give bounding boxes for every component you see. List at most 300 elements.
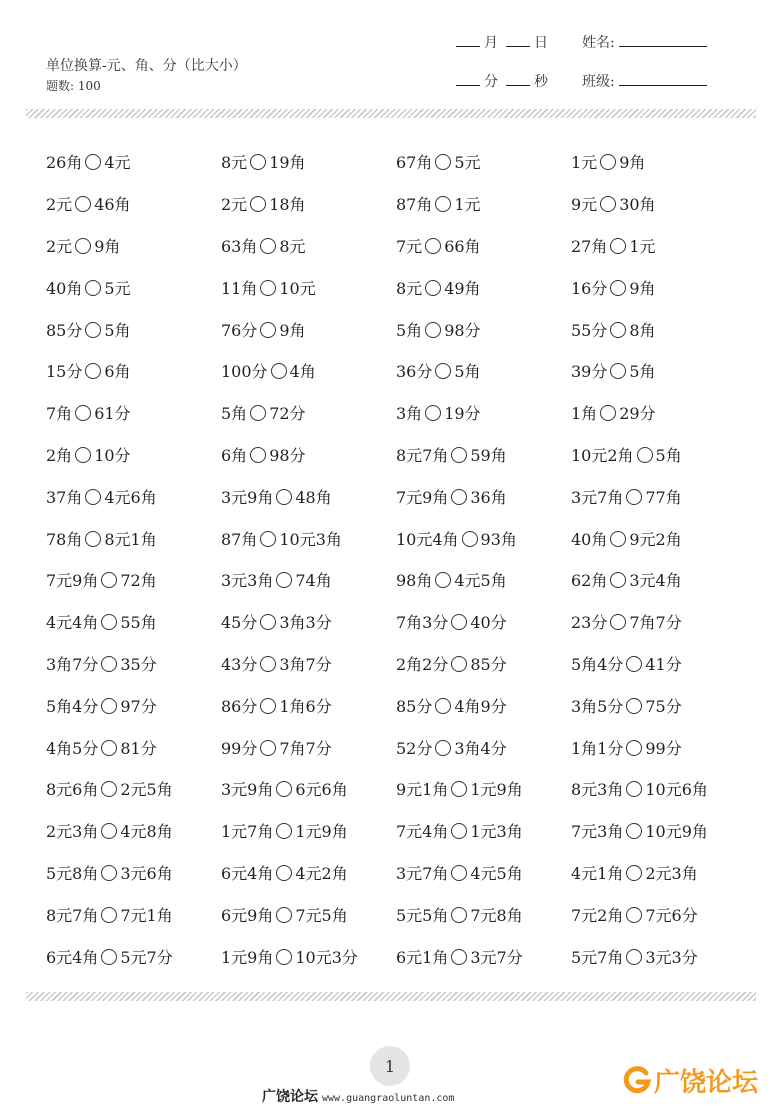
answer-circle[interactable] — [85, 322, 101, 338]
problem-item — [221, 945, 396, 968]
problem-row — [46, 684, 746, 726]
left-amount: 1角1分 — [571, 738, 624, 758]
problem-item — [396, 443, 571, 466]
problem-item — [221, 234, 396, 257]
answer-circle[interactable] — [260, 322, 276, 338]
problem-count: 题数: 100 — [46, 79, 101, 93]
answer-circle[interactable] — [600, 405, 616, 421]
date-row — [456, 32, 707, 52]
problem-item — [46, 359, 221, 382]
left-amount: 11角 — [221, 278, 258, 298]
answer-circle[interactable] — [435, 740, 451, 756]
problem-item — [46, 485, 221, 508]
problem-item — [396, 192, 571, 215]
problem-item — [221, 777, 396, 800]
time-row — [456, 71, 707, 91]
page-number: 1 — [370, 1046, 410, 1086]
problem-item — [396, 819, 571, 842]
left-amount: 4元4角 — [46, 613, 99, 633]
answer-circle[interactable] — [276, 489, 292, 505]
site-logo — [622, 1062, 758, 1098]
problem-item — [571, 777, 746, 800]
left-amount: 2元 — [221, 195, 248, 215]
answer-circle[interactable] — [626, 489, 642, 505]
right-amount: 8元 — [279, 236, 306, 256]
left-amount: 26角 — [46, 153, 83, 173]
answer-circle[interactable] — [75, 238, 91, 254]
problem-item — [571, 568, 746, 591]
right-amount: 8元1角 — [104, 529, 157, 549]
answer-circle[interactable] — [435, 363, 451, 379]
problem-item — [571, 736, 746, 759]
left-amount: 3角5分 — [571, 696, 624, 716]
left-amount: 3角 — [396, 404, 423, 424]
problem-item — [221, 150, 396, 173]
answer-circle[interactable] — [85, 531, 101, 547]
problem-item — [46, 401, 221, 424]
right-amount: 9角 — [279, 320, 306, 340]
left-amount: 3角7分 — [46, 654, 99, 674]
answer-circle[interactable] — [101, 907, 117, 923]
problem-item — [46, 150, 221, 173]
left-amount: 6元4角 — [46, 947, 99, 967]
right-amount: 98分 — [269, 445, 306, 465]
left-amount: 7角 — [46, 404, 73, 424]
left-amount: 3元9角 — [221, 487, 274, 507]
answer-circle[interactable] — [75, 447, 91, 463]
answer-circle[interactable] — [260, 280, 276, 296]
right-amount: 1元9角 — [295, 822, 348, 842]
answer-circle[interactable] — [101, 614, 117, 630]
answer-circle[interactable] — [600, 154, 616, 170]
right-amount: 72分 — [269, 404, 306, 424]
answer-circle[interactable] — [610, 363, 626, 379]
right-amount: 75分 — [645, 696, 682, 716]
answer-circle[interactable] — [626, 698, 642, 714]
problem-row — [46, 893, 746, 935]
left-amount: 3元9角 — [221, 780, 274, 800]
answer-circle[interactable] — [276, 907, 292, 923]
problem-row — [46, 768, 746, 810]
left-amount: 2角2分 — [396, 654, 449, 674]
right-amount: 1元3角 — [470, 822, 523, 842]
right-amount: 59角 — [470, 445, 507, 465]
left-amount: 63角 — [221, 236, 258, 256]
left-amount: 7元 — [396, 236, 423, 256]
answer-circle[interactable] — [425, 322, 441, 338]
right-amount: 3元4角 — [629, 571, 682, 591]
problem-row — [46, 559, 746, 601]
left-amount: 4元1角 — [571, 863, 624, 883]
right-amount: 8角 — [629, 320, 656, 340]
answer-circle[interactable] — [260, 656, 276, 672]
right-amount: 3元7分 — [470, 947, 523, 967]
answer-circle[interactable] — [260, 698, 276, 714]
problem-item — [221, 318, 396, 341]
right-amount: 93角 — [480, 529, 517, 549]
problem-item — [571, 485, 746, 508]
answer-circle[interactable] — [276, 949, 292, 965]
answer-circle[interactable] — [75, 405, 91, 421]
left-amount: 8元7角 — [46, 905, 99, 925]
answer-circle[interactable] — [451, 489, 467, 505]
right-amount: 2元5角 — [120, 780, 173, 800]
left-amount: 1元 — [571, 153, 598, 173]
right-amount: 3角7分 — [279, 654, 332, 674]
answer-circle[interactable] — [250, 447, 266, 463]
second-blank[interactable] — [506, 71, 530, 86]
right-amount: 10元 — [279, 278, 316, 298]
problem-item — [46, 610, 221, 633]
right-amount: 10元6角 — [645, 780, 708, 800]
right-amount: 98分 — [444, 320, 481, 340]
problem-grid — [46, 141, 746, 977]
answer-circle[interactable] — [451, 447, 467, 463]
left-amount: 55分 — [571, 320, 608, 340]
left-amount: 5角4分 — [571, 654, 624, 674]
left-amount: 5角 — [396, 320, 423, 340]
answer-circle[interactable] — [451, 781, 467, 797]
left-amount: 27角 — [571, 236, 608, 256]
name-blank[interactable] — [619, 32, 707, 47]
left-amount: 7元9角 — [396, 487, 449, 507]
answer-circle[interactable] — [610, 322, 626, 338]
answer-circle[interactable] — [626, 656, 642, 672]
right-amount: 5角 — [454, 362, 481, 382]
right-amount: 7角7分 — [279, 738, 332, 758]
left-amount: 7元3角 — [571, 822, 624, 842]
answer-circle[interactable] — [626, 865, 642, 881]
name-label: 姓名: — [582, 35, 615, 51]
right-amount: 19角 — [269, 153, 306, 173]
left-amount: 98角 — [396, 571, 433, 591]
right-amount: 40分 — [470, 613, 507, 633]
left-amount: 3元3角 — [221, 571, 274, 591]
left-amount: 7角3分 — [396, 613, 449, 633]
problem-row — [46, 726, 746, 768]
problem-item — [221, 861, 396, 884]
answer-circle[interactable] — [462, 531, 478, 547]
left-amount: 2元3角 — [46, 822, 99, 842]
answer-circle[interactable] — [101, 823, 117, 839]
right-amount: 3元3分 — [645, 947, 698, 967]
right-amount: 46角 — [94, 195, 131, 215]
problem-row — [46, 852, 746, 894]
site-url[interactable]: www.guangraoluntan.com — [322, 1093, 455, 1104]
right-amount: 5角 — [629, 362, 656, 382]
left-amount: 39分 — [571, 362, 608, 382]
left-amount: 76分 — [221, 320, 258, 340]
answer-circle[interactable] — [101, 781, 117, 797]
left-amount: 6元9角 — [221, 905, 274, 925]
right-amount: 4角9分 — [454, 696, 507, 716]
answer-circle[interactable] — [101, 865, 117, 881]
answer-circle[interactable] — [610, 614, 626, 630]
problem-item — [571, 443, 746, 466]
problem-item — [571, 359, 746, 382]
answer-circle[interactable] — [260, 531, 276, 547]
problem-row — [46, 643, 746, 685]
left-amount: 40角 — [571, 529, 608, 549]
left-amount: 15分 — [46, 362, 83, 382]
problem-item — [221, 401, 396, 424]
answer-circle[interactable] — [610, 572, 626, 588]
problem-item — [46, 694, 221, 717]
day-blank[interactable] — [506, 32, 530, 47]
problem-item — [571, 861, 746, 884]
problem-row — [46, 601, 746, 643]
right-amount: 18角 — [269, 195, 306, 215]
left-amount: 3元7角 — [396, 863, 449, 883]
left-amount: 52分 — [396, 738, 433, 758]
right-amount: 72角 — [120, 571, 157, 591]
right-amount: 4元5角 — [470, 863, 523, 883]
left-amount: 87角 — [396, 195, 433, 215]
right-amount: 35分 — [120, 654, 157, 674]
left-amount: 37角 — [46, 487, 83, 507]
problem-item — [46, 192, 221, 215]
answer-circle[interactable] — [435, 698, 451, 714]
left-amount: 43分 — [221, 654, 258, 674]
answer-circle[interactable] — [101, 656, 117, 672]
problem-item — [396, 736, 571, 759]
right-amount: 5角 — [655, 445, 682, 465]
bottom-divider — [26, 992, 756, 1001]
answer-circle[interactable] — [260, 238, 276, 254]
problem-item — [221, 485, 396, 508]
problem-row — [46, 434, 746, 476]
right-amount: 97分 — [120, 696, 157, 716]
left-amount: 99分 — [221, 738, 258, 758]
answer-circle[interactable] — [626, 907, 642, 923]
left-amount: 2角 — [46, 445, 73, 465]
problem-item — [396, 568, 571, 591]
problem-item — [221, 736, 396, 759]
problem-item — [221, 359, 396, 382]
right-amount: 19分 — [444, 404, 481, 424]
right-amount: 7元5角 — [295, 905, 348, 925]
problem-item — [571, 234, 746, 257]
answer-circle[interactable] — [276, 823, 292, 839]
left-amount: 16分 — [571, 278, 608, 298]
answer-circle[interactable] — [435, 154, 451, 170]
problem-item — [396, 485, 571, 508]
problem-item — [46, 276, 221, 299]
problem-item — [46, 903, 221, 926]
left-amount: 40角 — [46, 278, 83, 298]
problem-item — [396, 610, 571, 633]
answer-circle[interactable] — [626, 823, 642, 839]
answer-circle[interactable] — [276, 865, 292, 881]
right-amount: 4元8角 — [120, 822, 173, 842]
class-blank[interactable] — [619, 71, 707, 86]
answer-circle[interactable] — [250, 154, 266, 170]
answer-circle[interactable] — [101, 698, 117, 714]
answer-circle[interactable] — [451, 823, 467, 839]
right-amount: 5元 — [104, 278, 131, 298]
answer-circle[interactable] — [425, 280, 441, 296]
answer-circle[interactable] — [435, 572, 451, 588]
problem-item — [571, 610, 746, 633]
problem-row — [46, 810, 746, 852]
left-amount: 5元7角 — [571, 947, 624, 967]
answer-circle[interactable] — [451, 865, 467, 881]
answer-circle[interactable] — [626, 781, 642, 797]
right-amount: 4角 — [289, 362, 316, 382]
right-amount: 74角 — [295, 571, 332, 591]
answer-circle[interactable] — [425, 405, 441, 421]
right-amount: 10元3角 — [279, 529, 342, 549]
answer-circle[interactable] — [101, 572, 117, 588]
right-amount: 4元6角 — [104, 487, 157, 507]
left-amount: 36分 — [396, 362, 433, 382]
right-amount: 49角 — [444, 278, 481, 298]
problem-row — [46, 308, 746, 350]
left-amount: 78角 — [46, 529, 83, 549]
answer-circle[interactable] — [435, 196, 451, 212]
right-amount: 7元1角 — [120, 905, 173, 925]
right-amount: 9角 — [629, 278, 656, 298]
answer-circle[interactable] — [250, 196, 266, 212]
right-amount: 3角4分 — [454, 738, 507, 758]
right-amount: 6元6角 — [295, 780, 348, 800]
left-amount: 100分 — [221, 362, 268, 382]
left-amount: 9元1角 — [396, 780, 449, 800]
answer-circle[interactable] — [451, 949, 467, 965]
right-amount: 5角 — [104, 320, 131, 340]
problem-item — [46, 318, 221, 341]
answer-circle[interactable] — [271, 363, 287, 379]
left-amount: 10元2角 — [571, 445, 634, 465]
left-amount: 87角 — [221, 529, 258, 549]
problem-item — [571, 903, 746, 926]
answer-circle[interactable] — [451, 656, 467, 672]
left-amount: 2元 — [46, 236, 73, 256]
answer-circle[interactable] — [610, 531, 626, 547]
answer-circle[interactable] — [260, 614, 276, 630]
answer-circle[interactable] — [626, 949, 642, 965]
problem-item — [221, 276, 396, 299]
right-amount: 10分 — [94, 445, 131, 465]
right-amount: 4元5角 — [454, 571, 507, 591]
right-amount: 36角 — [470, 487, 507, 507]
left-amount: 7元4角 — [396, 822, 449, 842]
left-amount: 7元9角 — [46, 571, 99, 591]
problem-item — [571, 694, 746, 717]
problem-item — [46, 777, 221, 800]
problem-item — [571, 276, 746, 299]
right-amount: 7元8角 — [470, 905, 523, 925]
problem-item — [571, 527, 746, 550]
answer-circle[interactable] — [276, 781, 292, 797]
answer-circle[interactable] — [626, 740, 642, 756]
left-amount: 5元5角 — [396, 905, 449, 925]
left-amount: 6元4角 — [221, 863, 274, 883]
answer-circle[interactable] — [276, 572, 292, 588]
problem-item — [46, 234, 221, 257]
problem-item — [46, 652, 221, 675]
left-amount: 1元9角 — [221, 947, 274, 967]
answer-circle[interactable] — [600, 196, 616, 212]
problem-row — [46, 225, 746, 267]
answer-circle[interactable] — [85, 489, 101, 505]
right-amount: 85分 — [470, 654, 507, 674]
right-amount: 1元 — [454, 195, 481, 215]
answer-circle[interactable] — [75, 196, 91, 212]
problem-item — [46, 736, 221, 759]
problem-item — [46, 819, 221, 842]
left-amount: 8元7角 — [396, 445, 449, 465]
answer-circle[interactable] — [260, 740, 276, 756]
right-amount: 2元3角 — [645, 863, 698, 883]
day-label: 日 — [534, 35, 548, 51]
problem-item — [396, 276, 571, 299]
top-divider — [26, 109, 756, 118]
right-amount: 1角6分 — [279, 696, 332, 716]
answer-circle[interactable] — [85, 280, 101, 296]
answer-circle[interactable] — [637, 447, 653, 463]
right-amount: 1元9角 — [470, 780, 523, 800]
left-amount: 6角 — [221, 445, 248, 465]
problem-item — [46, 945, 221, 968]
month-blank[interactable] — [456, 32, 480, 47]
problem-item — [571, 945, 746, 968]
problem-item — [46, 443, 221, 466]
problem-item — [571, 192, 746, 215]
problem-row — [46, 517, 746, 559]
answer-circle[interactable] — [85, 154, 101, 170]
right-amount: 61分 — [94, 404, 131, 424]
minute-blank[interactable] — [456, 71, 480, 86]
problem-item — [221, 192, 396, 215]
problem-item — [221, 610, 396, 633]
answer-circle[interactable] — [451, 907, 467, 923]
right-amount: 7元6分 — [645, 905, 698, 925]
answer-circle[interactable] — [425, 238, 441, 254]
problem-item — [221, 652, 396, 675]
right-amount: 10元3分 — [295, 947, 358, 967]
problem-item — [571, 150, 746, 173]
problem-row — [46, 475, 746, 517]
right-amount: 4元2角 — [295, 863, 348, 883]
answer-circle[interactable] — [101, 949, 117, 965]
left-amount: 1角 — [571, 404, 598, 424]
problem-item — [571, 318, 746, 341]
right-amount: 9元2角 — [629, 529, 682, 549]
right-amount: 5元7分 — [120, 947, 173, 967]
right-amount: 5元 — [454, 153, 481, 173]
answer-circle[interactable] — [101, 740, 117, 756]
problem-item — [396, 150, 571, 173]
answer-circle[interactable] — [85, 363, 101, 379]
problem-item — [221, 694, 396, 717]
right-amount: 1元 — [629, 236, 656, 256]
problem-row — [46, 350, 746, 392]
footer-credit — [262, 1086, 454, 1106]
left-amount: 8元 — [396, 278, 423, 298]
answer-circle[interactable] — [610, 280, 626, 296]
problem-item — [396, 903, 571, 926]
second-label: 秒 — [534, 74, 548, 90]
problem-item — [396, 777, 571, 800]
left-amount: 8元3角 — [571, 780, 624, 800]
answer-circle[interactable] — [610, 238, 626, 254]
answer-circle[interactable] — [451, 614, 467, 630]
left-amount: 7元2角 — [571, 905, 624, 925]
left-amount: 3元7角 — [571, 487, 624, 507]
answer-circle[interactable] — [250, 405, 266, 421]
right-amount: 66角 — [444, 236, 481, 256]
